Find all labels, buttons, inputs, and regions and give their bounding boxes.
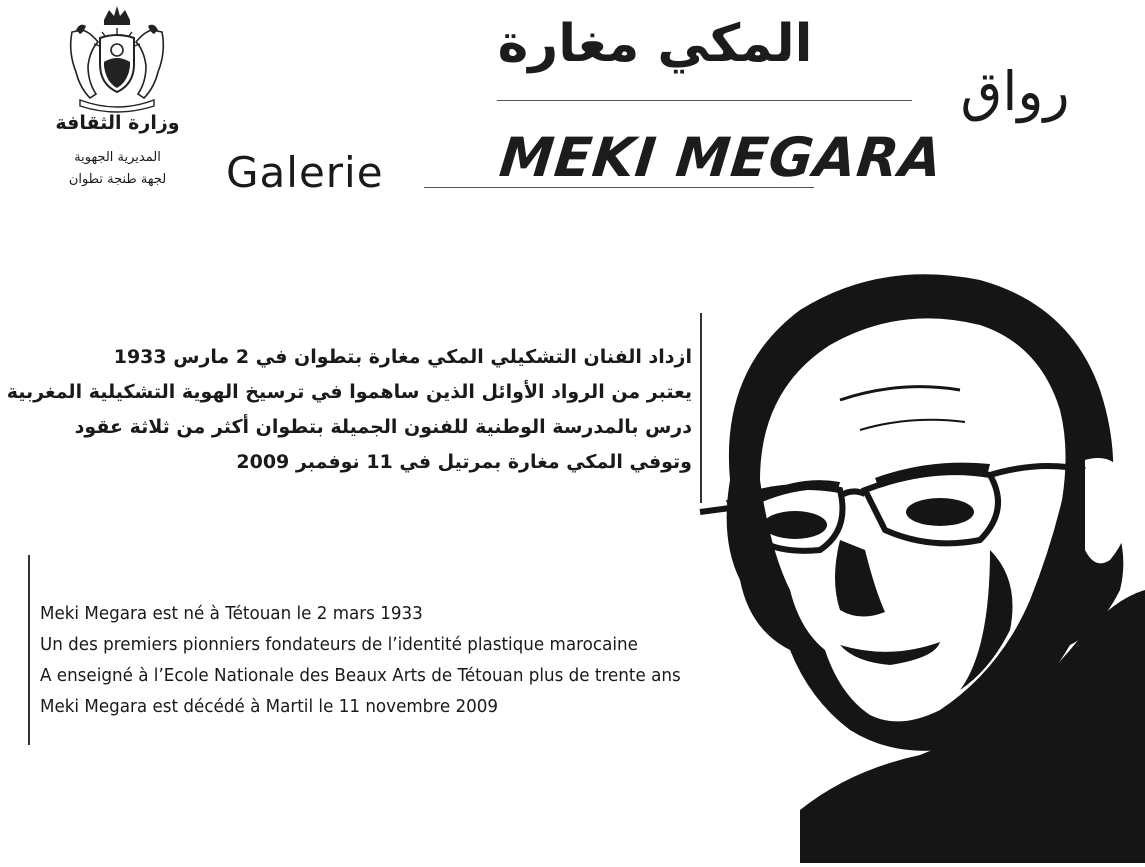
arabic-bio-line: وتوفي المكي مغارة بمرتيل في 11 نوفمبر 2009: [236, 451, 692, 473]
arabic-biography: [6, 340, 692, 480]
arabic-bio-line: درس بالمدرسة الوطنية للفنون الجميلة بتطوان أكثر من ثلاثة عقود: [74, 416, 692, 438]
arabic-bio-line: ازداد الفنان التشكيلي المكي مغارة بتطوان في 2 مارس 1933: [113, 346, 692, 368]
ministry-directorate: المديرية الجهوية: [74, 150, 161, 165]
french-bio-line: Un des premiers pionniers fondateurs de l’identité plastique marocaine: [40, 634, 638, 655]
ministry-region: لجهة طنجة تطوان: [68, 172, 167, 187]
ministry-title: وزارة الثقافة: [55, 112, 180, 134]
french-bio-divider: [28, 555, 30, 745]
arabic-bio-line: يعتبر من الرواد الأوائل الذين ساهموا في ترسيخ الهوية التشكيلية المغربية: [6, 381, 692, 403]
artist-name-latin: MEKI MEGARA: [496, 126, 946, 189]
royal-crest-icon: [62, 2, 172, 114]
riwaq-label: رواق: [960, 60, 1070, 123]
artist-portrait-image: [690, 250, 1145, 863]
artist-name-arabic: المكي مغارة: [497, 14, 813, 74]
french-bio-line: Meki Megara est décédé à Martil le 11 novembre 2009: [40, 696, 499, 717]
french-bio-line: Meki Megara est né à Tétouan le 2 mars 1933: [40, 603, 423, 624]
french-biography: [40, 598, 740, 722]
french-bio-line: A enseigné à l’Ecole Nationale des Beaux Arts de Tétouan plus de trente ans: [40, 665, 681, 686]
arabic-name-underline: [497, 100, 912, 101]
galerie-label: Galerie: [226, 148, 384, 197]
